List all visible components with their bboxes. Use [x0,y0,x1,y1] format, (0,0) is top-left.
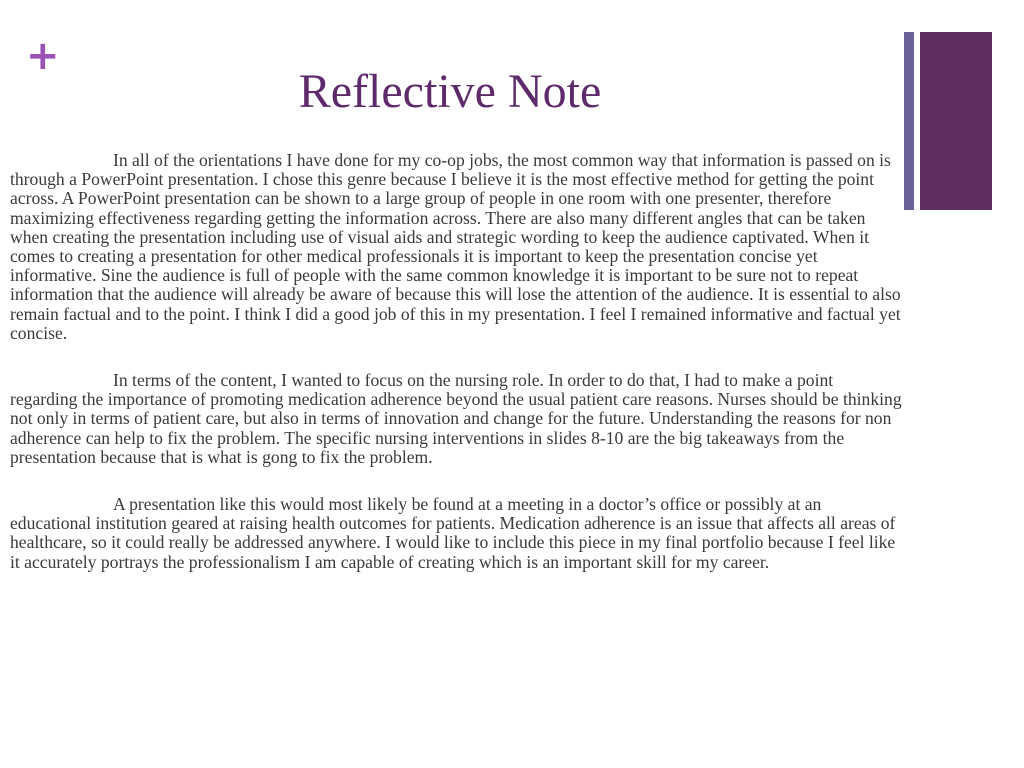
paragraph-setting: A presentation like this would most likely be found at a meeting in a doctor’s office or possibly at an educational institution geared at raising health outcomes for patients. Medication adherence is an issue that affects all areas of healthcare, so it could really be addressed anywhere. I would like to include this piece in my final portfolio because I feel like it accurately portrays the professionalism I am capable of creating which is an important skill for my career. [10,494,896,572]
slide-title: Reflective Note [298,65,602,118]
slide-body [10,151,903,600]
paragraph-content: In terms of the content, I wanted to focus on the nursing role. In order to do that, I had to make a point regarding the importance of promoting medication adherence beyond the usual patient care reasons. Nurses should be thinking not only in terms of patient care, but also in terms of innovation and change for the future. Understanding the reasons for non adherence can help to fix the problem. The specific nursing interventions in slides 8-10 are the big takeaways from the presentation because that is what is gong to fix the problem. [10,370,902,467]
decorative-bar-thick [920,32,992,210]
plus-icon: + [26,33,60,79]
decorative-bar-thin [904,32,914,210]
paragraph-genre: In all of the orientations I have done for my co-op jobs, the most common way that information is passed on is through a PowerPoint presentation. I chose this genre because I believe it is the most effective method for getting the point across. A PowerPoint presentation can be shown to a large group of people in one room with one presenter, therefore maximizing effectiveness regarding getting the information across. There are also many different angles that can be taken when creating the presentation including use of visual aids and strategic wording to keep the audience captivated. When it comes to creating a presentation for other medical professionals it is important to keep the presentation concise yet informative. Sine the audience is full of people with the same common knowledge it is important to be sure not to repeat information that the audience will already be aware of because this will lose the attention of the audience. It is essential to also remain factual and to the point. I think I did a good job of this in my presentation. I feel I remained informative and factual yet concise. [10,150,901,343]
